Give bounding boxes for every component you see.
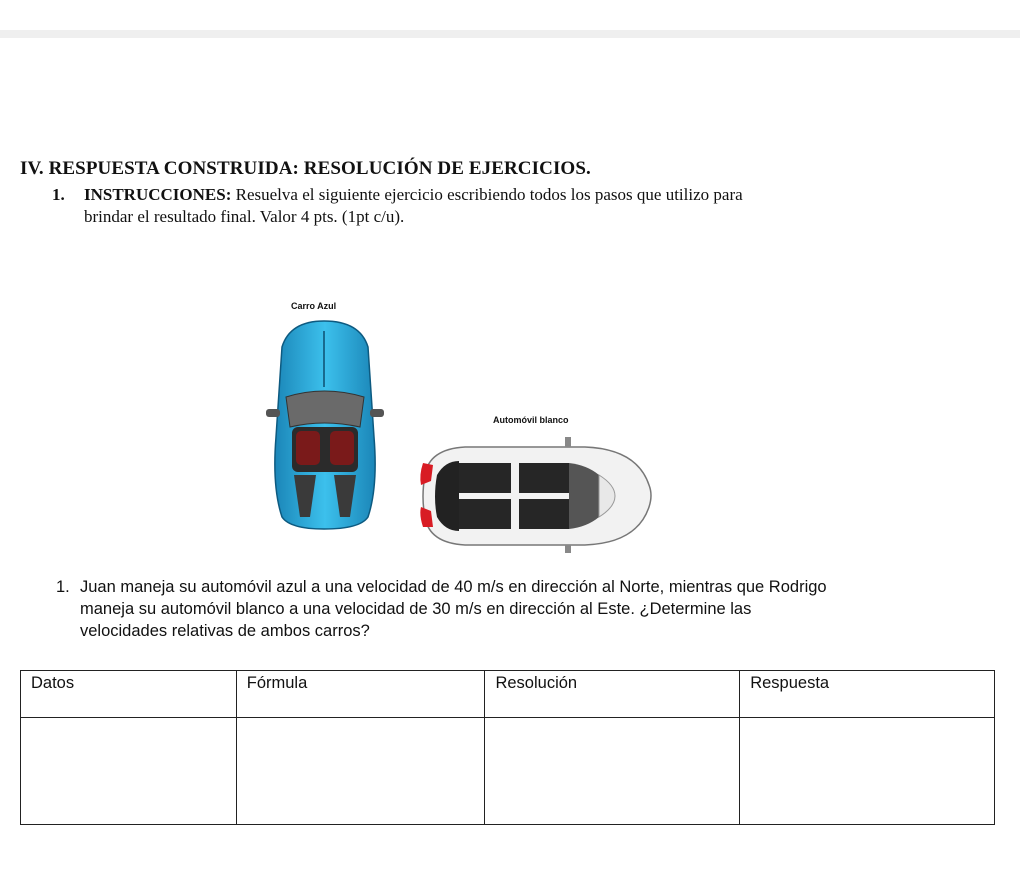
section-title: IV. RESPUESTA CONSTRUIDA: RESOLUCIÓN DE EJERCICIOS. (20, 158, 591, 179)
instructions (52, 184, 932, 228)
question-number: 1. (56, 578, 70, 596)
cell-datos[interactable] (21, 718, 237, 825)
table-row (21, 718, 995, 825)
top-divider-bar (0, 30, 1020, 38)
blue-car-caption: Carro Azul (291, 301, 337, 311)
question-text-1: Juan maneja su automóvil azul a una velocidad de 40 m/s en dirección al Norte, mientras que Rodrigo (80, 578, 827, 596)
question-line-1 (56, 576, 976, 598)
header-resolucion: Resolución (485, 671, 740, 718)
cars-figure (250, 295, 670, 565)
instructions-number: 1. (52, 185, 65, 204)
blue-car-image (260, 317, 390, 532)
header-datos: Datos (21, 671, 237, 718)
instructions-line-1 (52, 184, 932, 206)
cell-respuesta[interactable] (740, 718, 995, 825)
question-1 (56, 576, 976, 642)
instructions-label: INSTRUCCIONES: (84, 185, 232, 204)
answer-table (20, 670, 995, 825)
question-line-3: velocidades relativas de ambos carros? (80, 622, 370, 640)
instructions-line-2: brindar el resultado final. Valor 4 pts. (1pt c/u). (84, 207, 405, 226)
table-header-row (21, 671, 995, 718)
header-respuesta: Respuesta (740, 671, 995, 718)
instructions-text-1: Resuelva el siguiente ejercicio escribiendo todos los pasos que utilizo para (231, 185, 743, 204)
white-car-caption: Automóvil blanco (493, 415, 569, 425)
white-car-image (415, 435, 653, 555)
header-formula: Fórmula (236, 671, 485, 718)
question-line-2: maneja su automóvil blanco a una velocidad de 30 m/s en dirección al Este. ¿Determine las (80, 600, 752, 618)
cell-formula[interactable] (236, 718, 485, 825)
cell-resolucion[interactable] (485, 718, 740, 825)
